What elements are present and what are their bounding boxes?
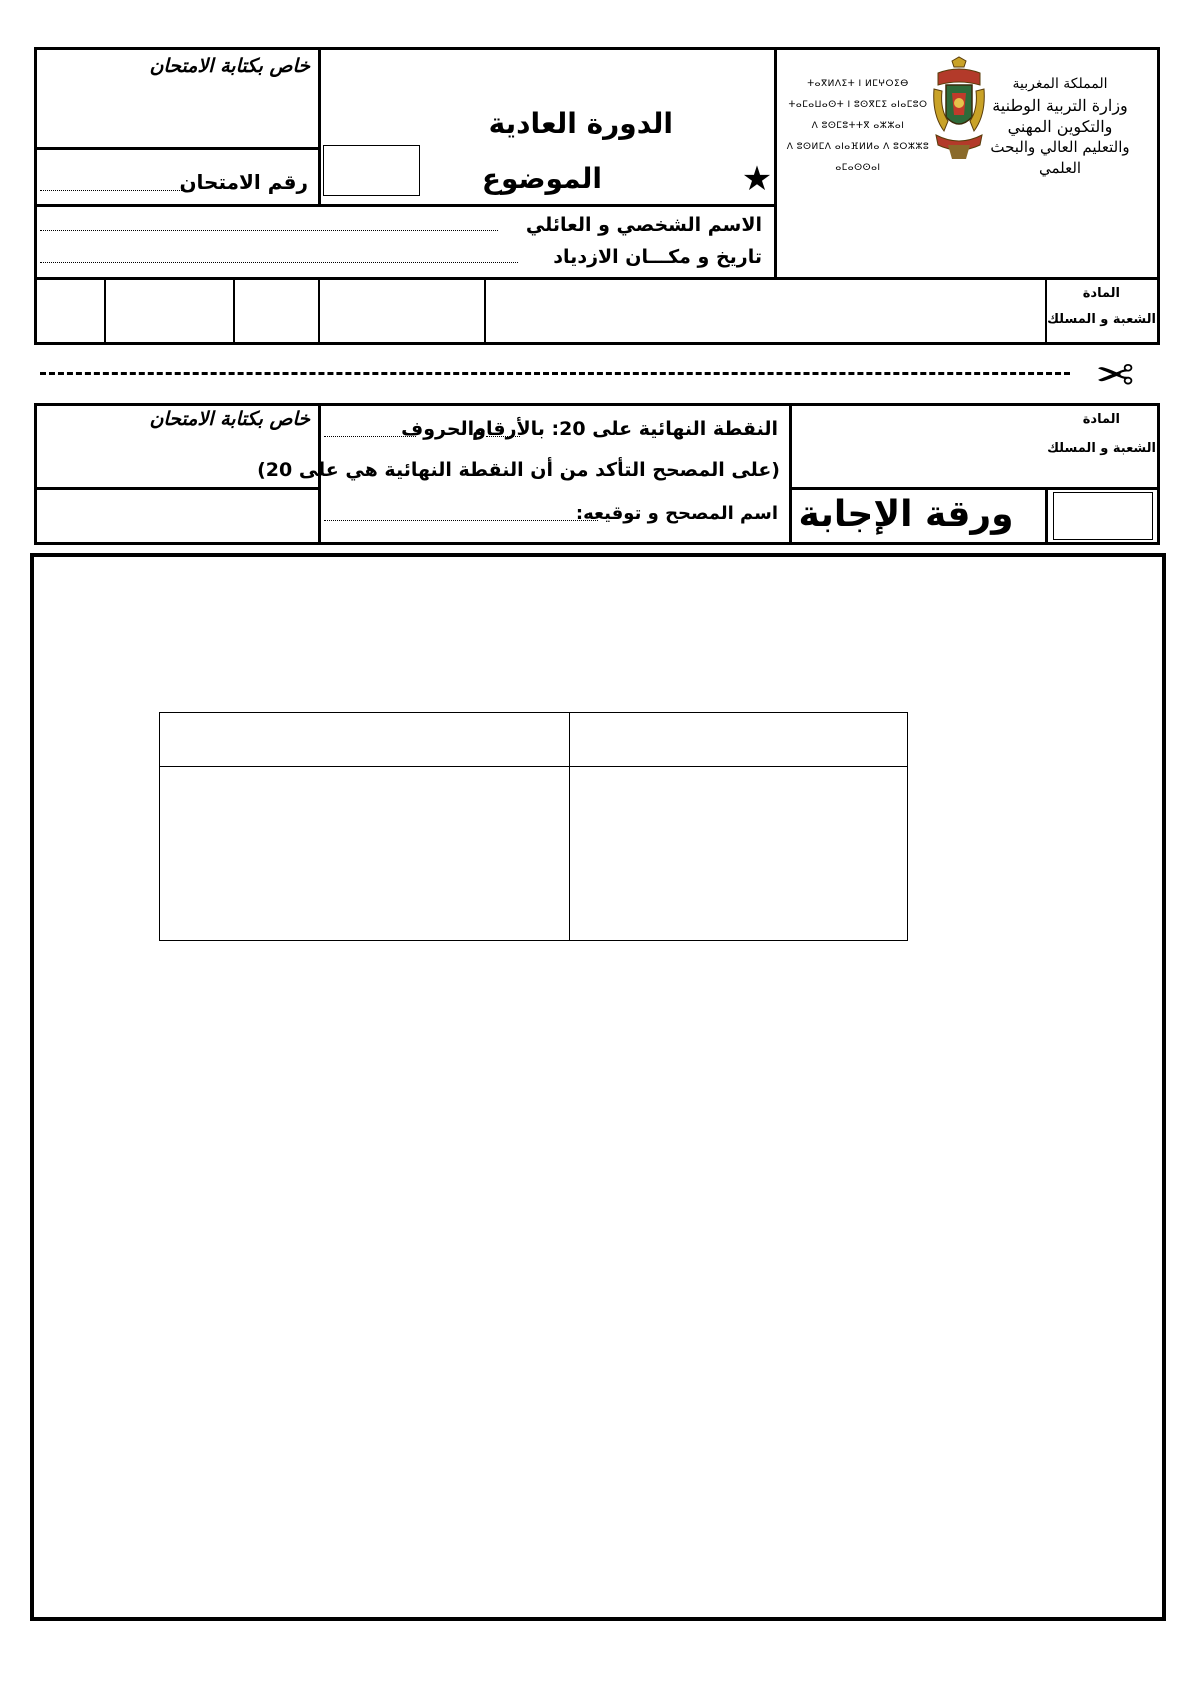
answer-table-col-line (569, 712, 570, 941)
answer-branch-label: الشعبة و المسلك (1047, 441, 1156, 456)
session-title: الدورة العادية (488, 107, 673, 140)
full-name-label: الاسم الشخصي و العائلي (525, 214, 762, 236)
coat-of-arms-icon (930, 55, 988, 163)
grade-digits-dots (486, 436, 520, 437)
birth-dots (40, 262, 518, 263)
answer-table (159, 712, 908, 941)
header-name-split (35, 204, 775, 207)
header-bottom-split (35, 277, 1159, 280)
ministry-line-4: والتعليم العالي والبحث العلمي (990, 138, 1130, 177)
answer-code-sep (1045, 488, 1048, 544)
corrector-name-dots (324, 520, 598, 521)
header-divider-left (318, 48, 321, 204)
full-name-dots (40, 230, 498, 231)
answer-right-split (790, 487, 1159, 490)
answer-reserved-exam-label: خاص بكتابة الامتحان (149, 408, 310, 430)
answer-table-header-line (159, 766, 908, 767)
answer-left-split (35, 487, 319, 490)
tifinagh-line-2: ⵜⴰⵎⴰⵡⴰⵙⵜ ⵏ ⵓⵙⴳⵎⵉ ⴰⵏⴰⵎⵓⵔ (788, 100, 928, 110)
tifinagh-line-4: ⴷ ⵓⵙⵍⵎⴷ ⴰⵏⴰⴼⵍⵍⴰ ⴷ ⵓⵔⵣⵣⵓ ⴰⵎⴰⵙⵙⴰⵏ (786, 142, 930, 173)
corrector-note: (على المصحح التأكد من أن النقطة النهائية هي على 20) (257, 459, 780, 481)
exam-number-dots (40, 190, 190, 191)
scissors-icon: ✂ (1095, 348, 1135, 402)
star-icon: ★ (741, 159, 773, 199)
ministry-line-3: والتكوين المهني (1007, 117, 1113, 136)
exam-number-label: رقم الامتحان (179, 170, 308, 194)
answer-divider-right (789, 404, 792, 544)
header-left-split (35, 147, 319, 150)
row-cell-sep-3 (318, 278, 320, 344)
ministry-line-2: وزارة التربية الوطنية (992, 96, 1128, 115)
corrector-name-label: اسم المصحح و توقيعه: (575, 503, 778, 524)
exam-code-box (323, 145, 420, 196)
branch-label: الشعبة و المسلك (1047, 312, 1156, 327)
subject-title: الموضوع (481, 162, 602, 195)
ministry-line-1: المملكة المغربية (1012, 76, 1108, 92)
tifinagh-line-1: ⵜⴰⴳⵍⴷⵉⵜ ⵏ ⵍⵎⵖⵔⵉⴱ (807, 79, 909, 89)
ministry-tifinagh-block (783, 74, 933, 179)
answer-material-label: المادة (1082, 412, 1120, 427)
reserved-exam-label: خاص بكتابة الامتحان (149, 55, 310, 77)
answer-code-box (1053, 492, 1153, 540)
row-cell-sep-5 (1045, 278, 1047, 344)
birth-label: تاريخ و مكـــان الازدياد (553, 246, 762, 268)
header-divider-right (774, 48, 777, 278)
ministry-arabic-block (985, 74, 1135, 179)
tifinagh-line-3: ⴷ ⵓⵙⵎⵓⵜⵜⴳ ⴰⵣⵣⴰⵏ (811, 121, 905, 131)
row-cell-sep-1 (104, 278, 106, 344)
row-cell-sep-2 (233, 278, 235, 344)
material-label: المادة (1082, 286, 1120, 301)
answer-sheet-title: ورقة الإجابة (798, 494, 1014, 535)
row-cell-sep-4 (484, 278, 486, 344)
grade-letters-dots (324, 436, 416, 437)
cut-dashed-line (40, 372, 1070, 375)
letters-label: والحروف (401, 418, 486, 440)
final-grade-label: النقطة النهائية على 20: بالأرقام (472, 418, 778, 440)
